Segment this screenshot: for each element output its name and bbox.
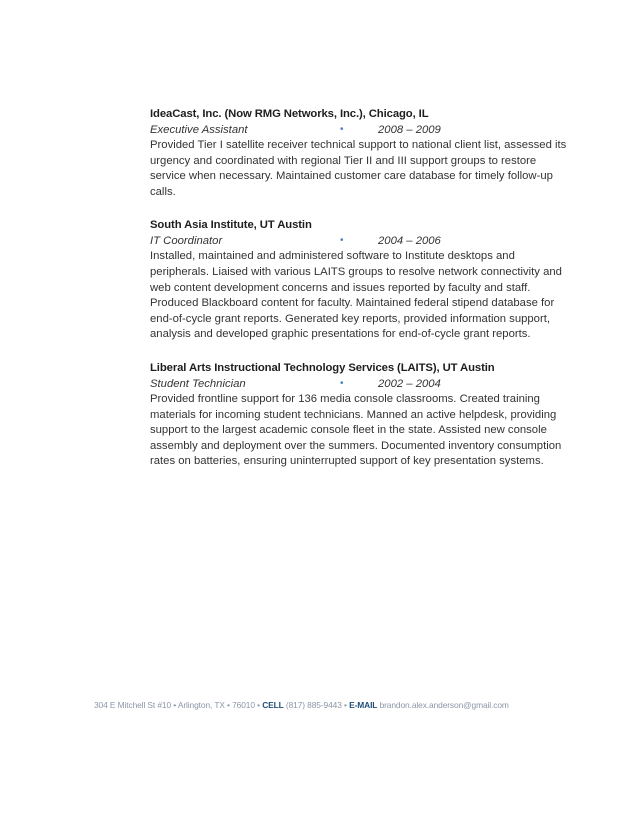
job-description: Installed, maintained and administered software to Institute desktops and peripherals. Liaised with various LAITS groups to resolve network connectivity and web content development concerns and issues reported by faculty and staff. Produced Blackboard content for faculty. Maintained federal stipend database for end-of-cycle grant reports. Generated key reports, provided information support, analysis and developed graphic presentations for end-of-cycle grant reports. — [150, 250, 562, 341]
bullet-icon: • — [340, 377, 344, 389]
footer-email-label: E-MAIL — [349, 700, 378, 710]
experience-section — [150, 106, 570, 487]
job-description: Provided frontline support for 136 media console classrooms. Created training materials for incoming student technicians. Manned an active helpdesk, providing support to the largest academic console fleet in the state. Assisted new console assembly and deployment over the summers. Documented inventory consumption rates on batteries, ensuring uninterrupted support of key presentation systems. — [150, 392, 562, 468]
job-entry-ideacast — [150, 106, 570, 200]
footer-address: 304 E Mitchell St #10 • Arlington, TX • 76010 • — [94, 700, 260, 710]
job-dates: 2002 – 2004 — [378, 377, 441, 390]
footer-cell-value: (817) 885-9443 • — [285, 700, 347, 710]
job-organization: South Asia Institute, UT Austin — [150, 219, 312, 232]
bullet-icon: • — [340, 235, 344, 247]
contact-footer — [94, 700, 564, 710]
job-organization: Liberal Arts Instructional Technology Services (LAITS), UT Austin — [150, 361, 495, 374]
job-entry-south-asia-institute — [150, 217, 570, 343]
footer-cell-label: CELL — [262, 700, 284, 710]
footer-email-value: brandon.alex.anderson@gmail.com — [379, 700, 509, 710]
bullet-icon: • — [340, 124, 344, 135]
job-description: Provided Tier I satellite receiver technical support to national client list, assessed its urgency and coordinated with regional Tier II and III support groups to restore service when necessary. Maintained customer care database for timely follow-up calls. — [150, 139, 567, 198]
job-role: IT Coordinator — [150, 235, 223, 248]
job-organization: IdeaCast, Inc. (Now RMG Networks, Inc.), Chicago, IL — [150, 108, 429, 120]
job-dates: 2004 – 2006 — [378, 235, 441, 248]
job-dates: 2008 – 2009 — [378, 124, 441, 136]
job-role-line — [150, 233, 570, 249]
job-role: Executive Assistant — [150, 124, 248, 136]
job-entry-laits — [150, 360, 570, 470]
job-role-line — [150, 122, 570, 138]
job-role-line — [150, 376, 570, 392]
job-role: Student Technician — [150, 377, 246, 390]
